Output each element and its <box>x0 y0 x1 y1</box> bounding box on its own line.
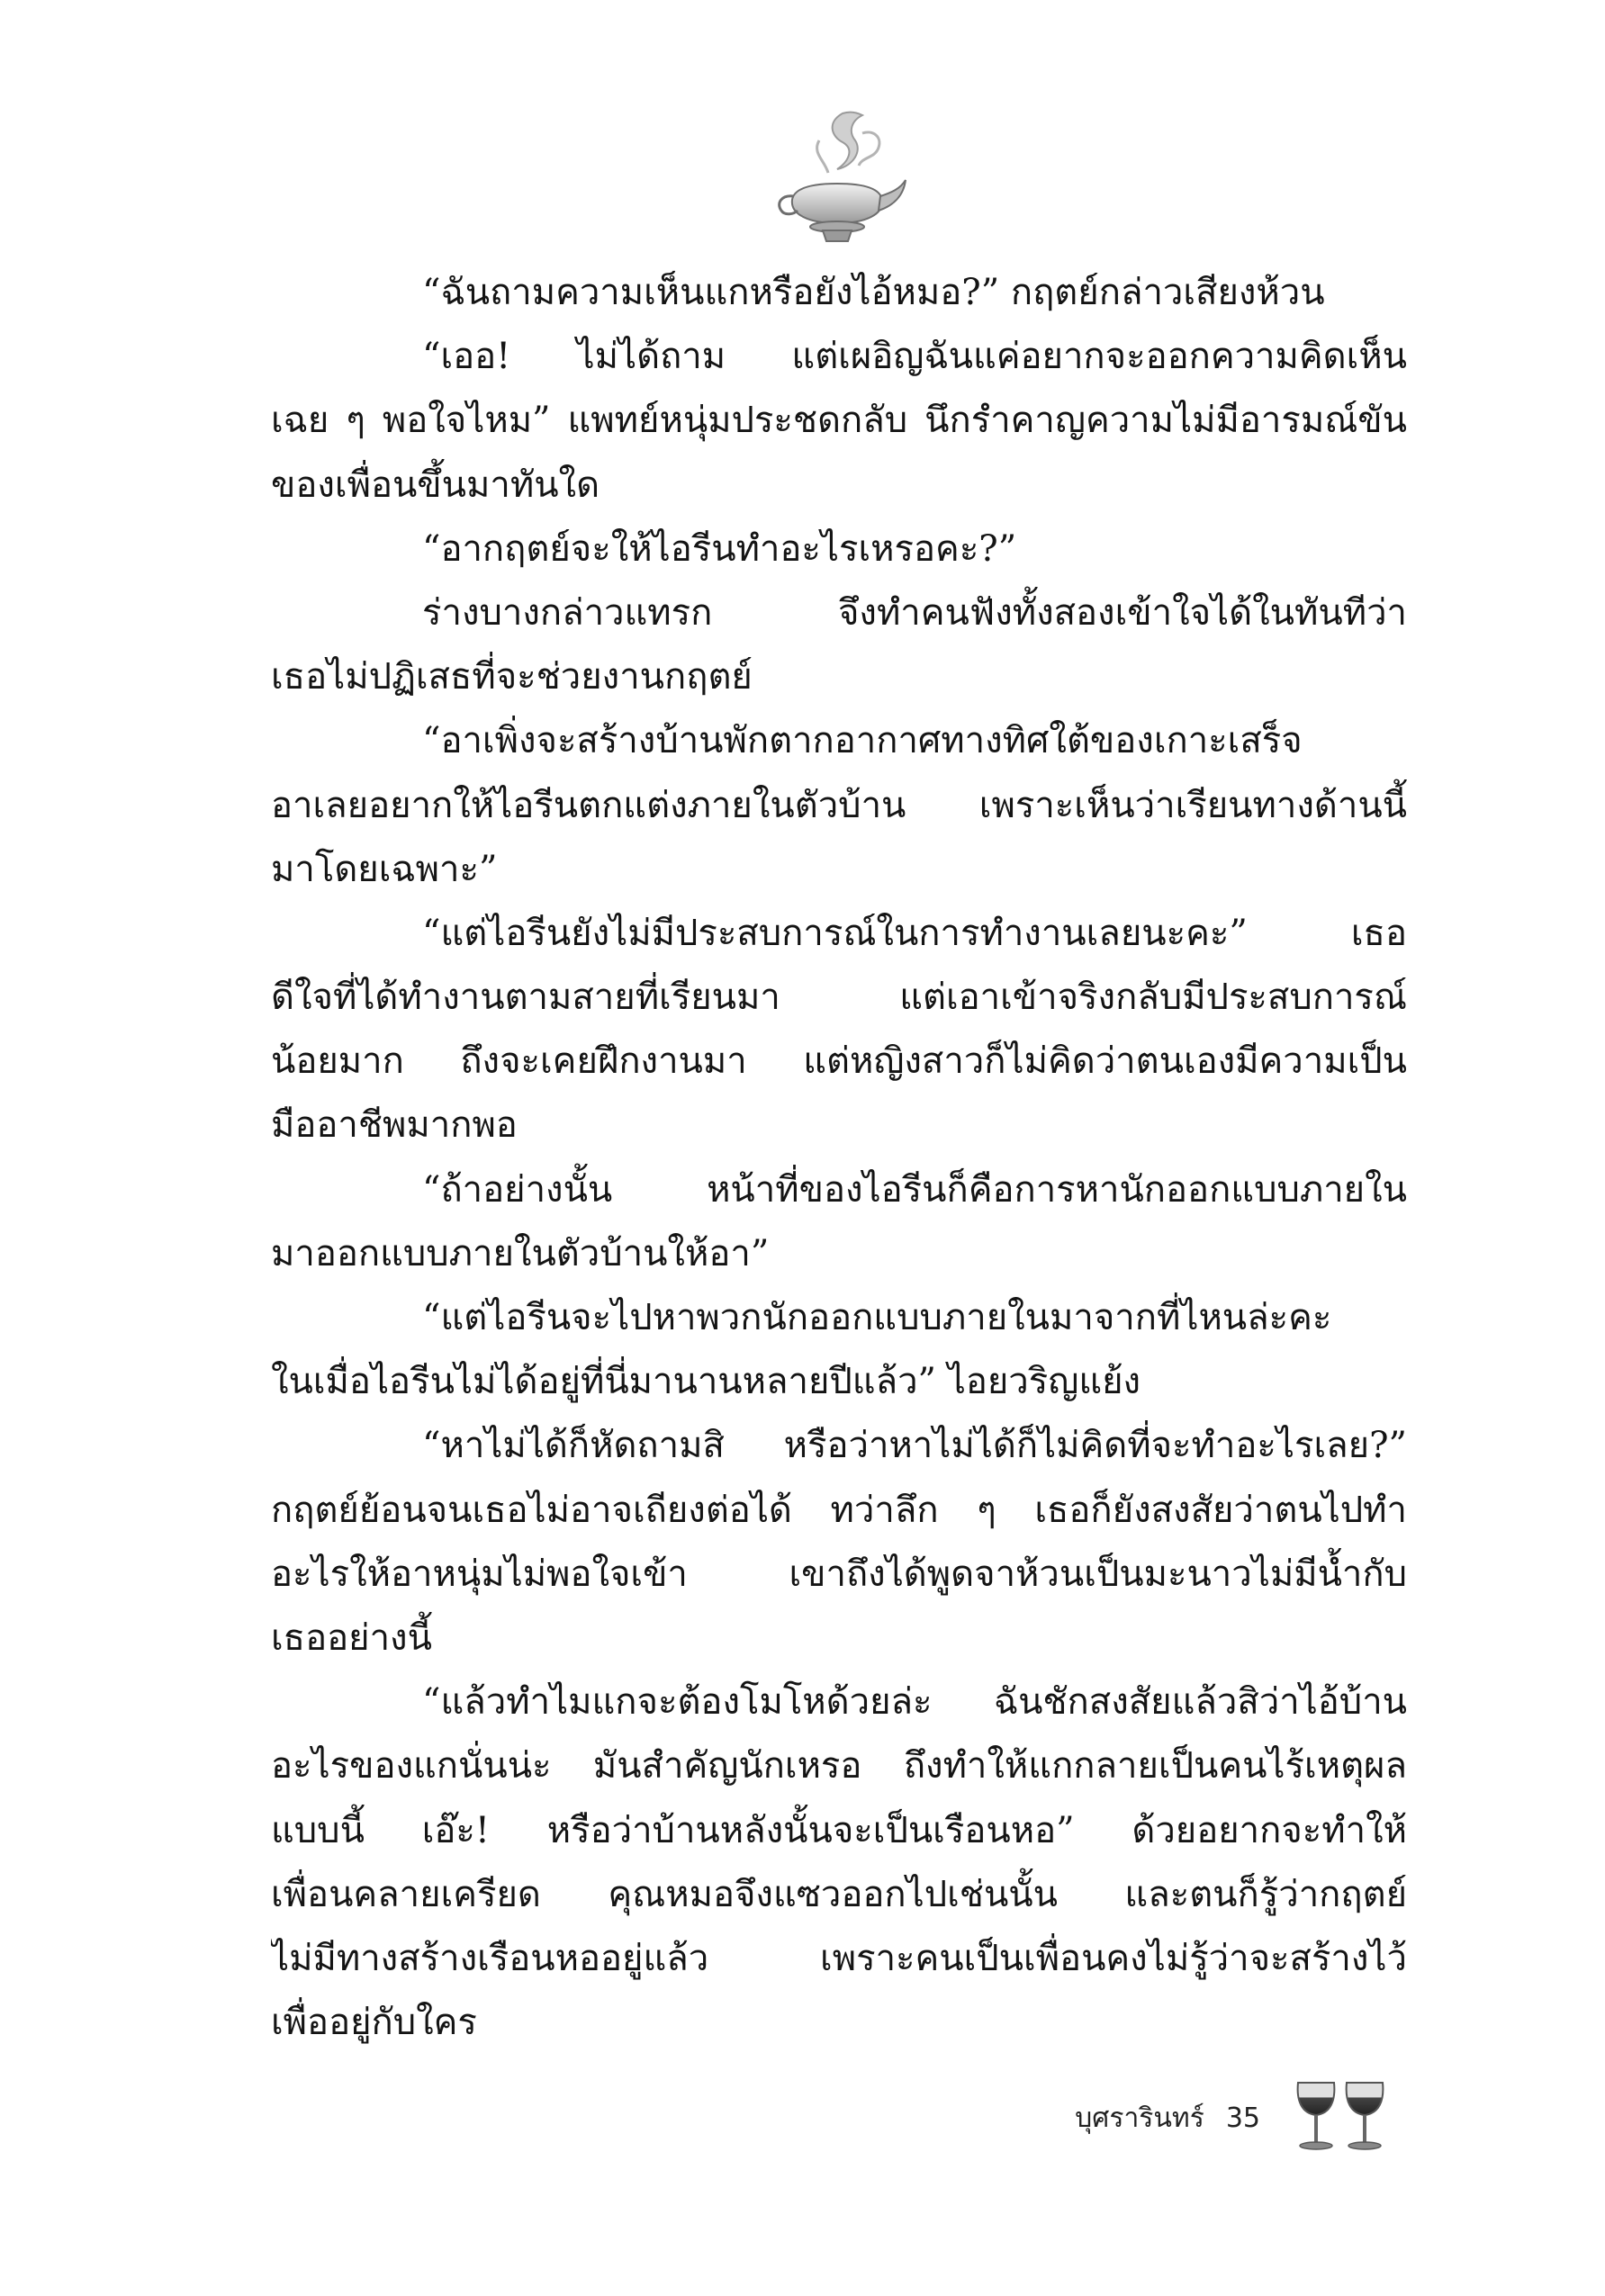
text-line: ของเพื่อนขึ้นมาทันใด <box>271 464 600 506</box>
footer-label <box>1075 2097 1260 2139</box>
text-line: เฉย ๆ พอใจไหม” แพทย์หนุ่มประชดกลับ นึกรำคาญความไม่มีอารมณ์ขัน <box>271 400 1407 442</box>
text-line: “หาไม่ได้ก็หัดถามสิ หรือว่าหาไม่ได้ก็ไม่คิดที่จะทำอะไรเลย?” <box>422 1425 1407 1467</box>
text-line: น้อยมาก ถึงจะเคยฝึกงานมา แต่หญิงสาวก็ไม่คิดว่าตนเองมีความเป็น <box>271 1040 1407 1083</box>
page-footer <box>1035 2079 1413 2151</box>
text-line: เธออย่างนี้ <box>271 1616 432 1659</box>
text-line: ดีใจที่ได้ทำงานตามสายที่เรียนมา แต่เอาเข้าจริงกลับมีประสบการณ์ <box>271 977 1407 1019</box>
text-line: “แต่ไอรีนยังไม่มีประสบการณ์ในการทำงานเลยนะคะ” เธอ <box>422 912 1407 954</box>
text-line: แบบนี้ เอ๊ะ! หรือว่าบ้านหลังนั้นจะเป็นเรือนหอ” ด้วยอยากจะทำให้ <box>271 1809 1407 1851</box>
text-line: “แล้วทำไมแกจะต้องโมโหด้วยล่ะ ฉันชักสงสัยแล้วสิว่าไอ้บ้าน <box>422 1681 1407 1724</box>
body-text <box>271 261 1407 2055</box>
text-line: กฤตย์ย้อนจนเธอไม่อาจเถียงต่อได้ ทว่าลึก ๆ เธอก็ยังสงสัยว่าตนไปทำ <box>271 1489 1407 1531</box>
text-line: “เออ! ไม่ได้ถาม แต่เผอิญฉันแค่อยากจะออกความคิดเห็น <box>422 336 1407 378</box>
text-line: “แต่ไอรีนจะไปหาพวกนักออกแบบภายในมาจากที่ไหนล่ะคะ <box>422 1297 1332 1338</box>
text-line: อะไรของแกนั่นน่ะ มันสำคัญนักเหรอ ถึงทำให้แกกลายเป็นคนไร้เหตุผล <box>271 1745 1407 1787</box>
text-line: “ฉันถามความเห็นแกหรือยังไอ้หมอ?” กฤตย์กล่าวเสียงห้วน <box>422 272 1325 313</box>
text-line: ไม่มีทางสร้างเรือนหออยู่แล้ว เพราะคนเป็นเพื่อนคงไม่รู้ว่าจะสร้างไว้ <box>271 1937 1407 1979</box>
text-line: “อาเพิ่งจะสร้างบ้านพักตากอากาศทางทิศใต้ของเกาะเสร็จ <box>422 720 1303 762</box>
text-line: “ถ้าอย่างนั้น หน้าที่ของไอรีนก็คือการหานักออกแบบภายใน <box>422 1168 1407 1211</box>
text-line: “อากฤตย์จะให้ไอรีนทำอะไรเหรอคะ?” <box>422 527 1017 570</box>
author-name: บุศรารินทร์ <box>1075 2102 1204 2134</box>
text-line: มาโดยเฉพาะ” <box>271 848 498 890</box>
text-line: ร่างบางกล่าวแทรก จึงทำคนฟังทั้งสองเข้าใจได้ในทันทีว่า <box>422 591 1407 634</box>
text-line: มืออาชีพมากพอ <box>271 1104 518 1147</box>
text-line: อะไรให้อาหนุ่มไม่พอใจเข้า เขาถึงได้พูดจาห้วนเป็นมะนาวไม่มีน้ำกับ <box>271 1553 1407 1595</box>
text-line: ในเมื่อไอรีนไม่ได้อยู่ที่นี่มานานหลายปีแล้ว” ไอยวริญแย้ง <box>271 1361 1141 1403</box>
text-line: เพื่ออยู่กับใคร <box>271 2002 477 2044</box>
text-line: เพื่อนคลายเครียด คุณหมอจึงแซวออกไปเช่นนั้น และตนก็รู้ว่ากฤตย์ <box>271 1873 1407 1915</box>
teapot-with-steam-icon <box>772 106 907 250</box>
page-number: 35 <box>1225 2102 1260 2134</box>
text-line: มาออกแบบภายในตัวบ้านให้อา” <box>271 1232 770 1274</box>
text-line: อาเลยอยากให้ไอรีนตกแต่งภายในตัวบ้าน เพราะเห็นว่าเรียนทางด้านนี้ <box>271 784 1407 826</box>
wine-glasses-icon <box>1287 2079 1395 2153</box>
text-line: เธอไม่ปฏิเสธที่จะช่วยงานกฤตย์ <box>271 656 753 698</box>
